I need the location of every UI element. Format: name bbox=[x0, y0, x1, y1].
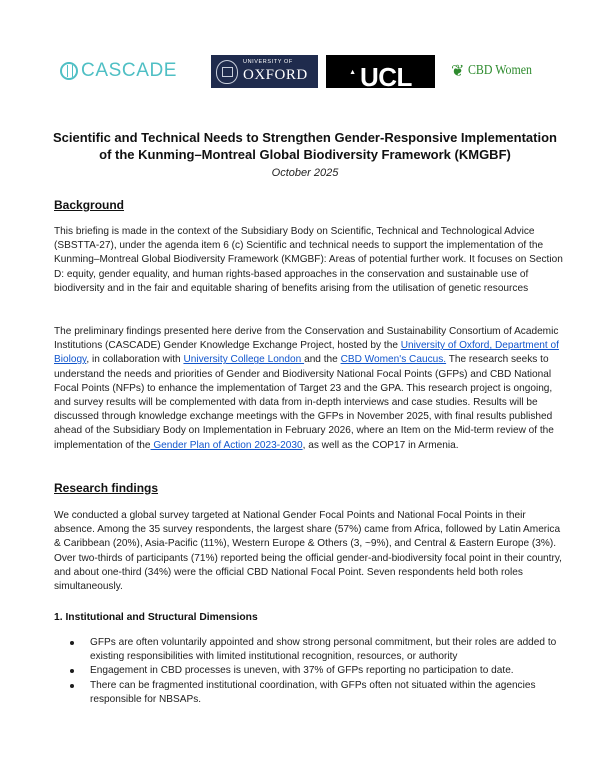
document-date: October 2025 bbox=[271, 167, 339, 179]
bullet-icon bbox=[70, 641, 74, 645]
oxford-biology-link[interactable]: University of Oxford, Department of Biology bbox=[54, 340, 559, 366]
list-item bbox=[54, 679, 566, 707]
title-line-2: of the Kunming–Montreal Global Biodiversity Framework (KMGBF) bbox=[99, 147, 511, 162]
paragraph-text: and the bbox=[304, 354, 341, 366]
background-paragraph-2 bbox=[54, 325, 564, 453]
leaf-wave-icon: ❦ bbox=[451, 63, 465, 80]
cascade-logo-text: CASCADE bbox=[81, 60, 178, 81]
oxford-logo-big-text: OXFORD bbox=[243, 66, 308, 83]
list-item-text: Engagement in CBD processes is uneven, with 37% of GFPs reporting no participation to date. bbox=[90, 665, 514, 677]
list-item-text: GFPs are often voluntarily appointed and show strong personal commitment, but their roles are added to existing responsibilities with limited institutional recognition, resources, or authority bbox=[90, 637, 557, 663]
paragraph-text: , as well as the COP17 in Armenia. bbox=[302, 439, 459, 451]
paragraph-text: The research seeks to understand the needs and priorities of Gender and Biodiversity National Focal Points (GFPs) and CBD National Focal Points (NFPs) to enhance the implementation of Target 23 and the GPA. This research project is ongoing, and survey results will be complemented with data from in-depth interviews and case studies. Results will be discussed through knowledge exchange meetings with the GFPs in November 2025, with final results published ahead of the Subsidiary Body on Implementation in February 2026, where an Item on the Mid-term review of the implementation of the bbox=[54, 354, 554, 451]
research-findings-heading: Research findings bbox=[54, 481, 159, 495]
bullet-icon bbox=[70, 669, 74, 673]
oxford-logo bbox=[211, 55, 318, 88]
ucl-link[interactable]: University College London bbox=[183, 354, 305, 366]
cbd-womens-caucus-link[interactable]: CBD Women's Caucus. bbox=[340, 354, 447, 366]
findings-paragraph: We conducted a global survey targeted at National Gender Focal Points and National Focal Points in their absence. Among the 35 survey respondents, the largest share (57%) came from Africa, followed by Latin America & Caribbean (20%), Asia-Pacific (11%), Western Europe & Others (3, ~9%), and Central & Eastern Europe (3%). Over two-thirds of participants (71%) reported being the official gender-and-biodiversity focal point in their country, and about one-third (34%) were the official CBD National Focal Point. Seven respondents held both roles simultaneously. bbox=[54, 510, 562, 593]
list-item-text: There can be fragmented institutional coordination, with GFPs often not situated within the agencies responsible for NBSAPs. bbox=[90, 679, 536, 705]
bullet-icon bbox=[70, 684, 74, 688]
section-1-bullet-list bbox=[54, 636, 566, 707]
ucl-logo-text: UCL bbox=[360, 61, 412, 92]
ucl-portico-icon: ▲ bbox=[349, 69, 356, 76]
ucl-logo bbox=[326, 55, 435, 92]
partner-logos bbox=[58, 54, 558, 90]
cbd-women-logo-text: CBD Women bbox=[468, 63, 533, 78]
oxford-crest-icon bbox=[216, 60, 238, 84]
background-paragraph-1: This briefing is made in the context of the Subsidiary Body on Scientific, Technical and Technological Advice (SBSTTA-27), under the agenda item 6 (c) Scientific and technical needs to support the implementation of the Kunming–Montreal Global Biodiversity Framework (KMGBF): Areas of potential further work. It focuses on Section D: equity, gender equality, and human rights-based approaches in the conservation and sustainable use of biodiversity and in the fair and equitable sharing of benefits arising from the utilisation of genetic resources bbox=[54, 226, 563, 294]
oxford-logo-small-text: UNIVERSITY OF bbox=[243, 59, 293, 66]
section-1-heading: 1. Institutional and Structural Dimensions bbox=[54, 612, 258, 623]
paragraph-text: The preliminary findings presented here derive from the Conservation and Sustainability Consortium of Academic Institutions (CASCADE) Gender Knowledge Exchange Project, hosted by the bbox=[54, 326, 559, 352]
list-item bbox=[54, 636, 566, 664]
background-heading: Background bbox=[54, 198, 125, 212]
cascade-emblem-icon bbox=[60, 62, 78, 80]
cascade-logo bbox=[60, 54, 206, 88]
paragraph-text: , in collaboration with bbox=[86, 354, 184, 366]
list-item bbox=[54, 664, 566, 678]
title-line-1: Scientific and Technical Needs to Strengthen Gender-Responsive Implementation bbox=[53, 130, 557, 145]
cbd-women-logo bbox=[451, 54, 561, 88]
document-title bbox=[40, 129, 570, 163]
gender-plan-of-action-link[interactable]: Gender Plan of Action 2023-2030 bbox=[150, 439, 303, 451]
